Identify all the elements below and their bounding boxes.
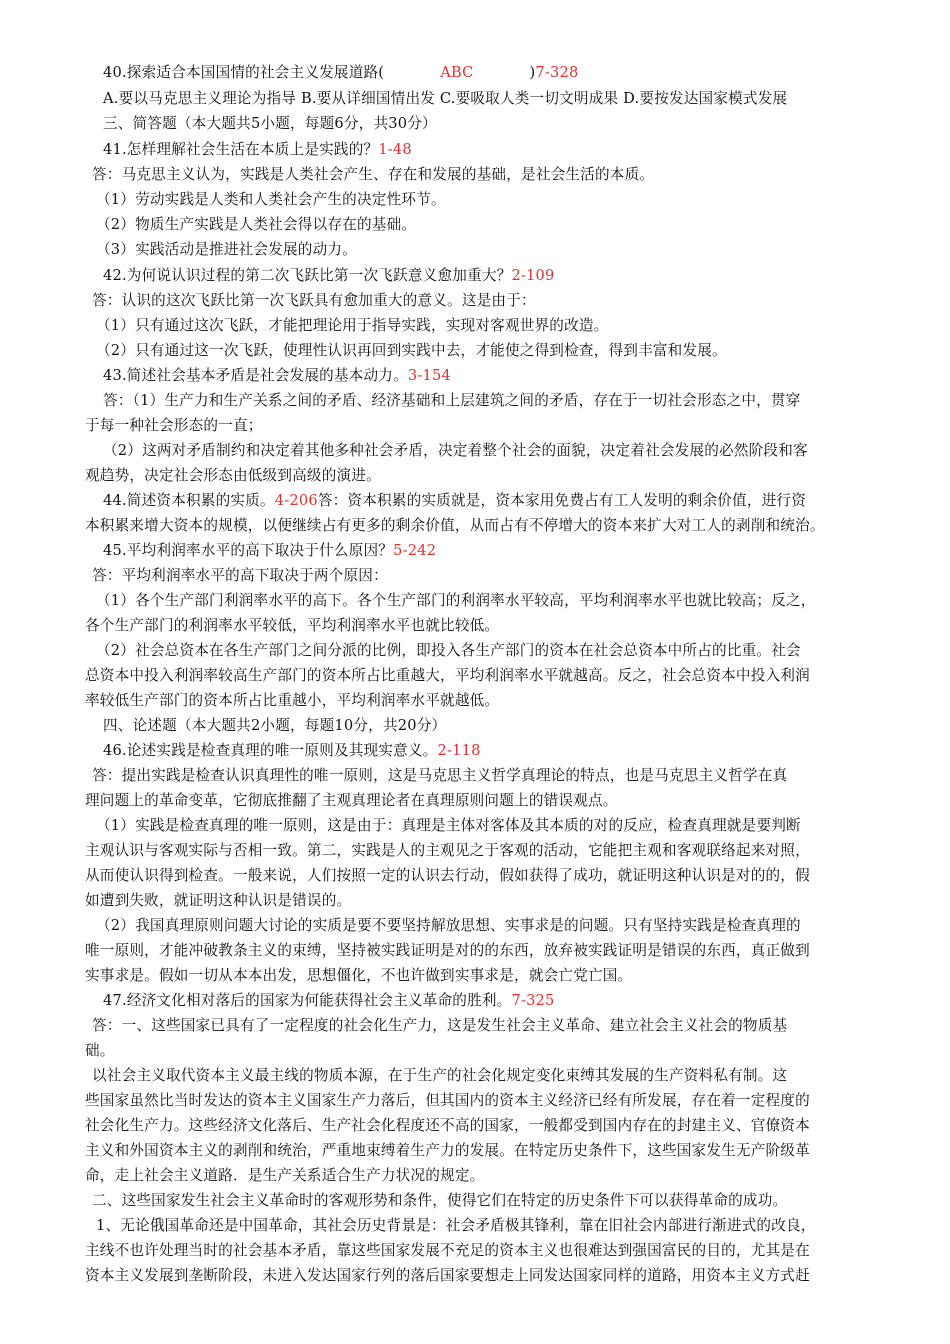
q46-intro-line1: 答：提出实践是检查认识真理性的唯一原则，这是马克思主义哲学真理论的特点，也是马克思主义哲学在真 (92, 767, 788, 784)
q47-d-line2: 主线不也许处理当时的社会基本矛盾，靠这些国家发展不充足的资本主义也很难达到强国富民的目的，尤其是在 (85, 1242, 810, 1259)
q46-p1-line3: 从而使认识得到检查。一般来说，人们按照一定的认识去行动，假如获得了成功，就证明这种认识是对的的，假 (85, 867, 810, 884)
q43-p1-line1: 答：（1）生产力和生产关系之间的矛盾、经济基础和上层建筑之间的矛盾，存在于一切社会形态之中，贯穿 (103, 392, 801, 409)
q46-title-text: 46.论述实践是检查真理的唯一原则及其现实意义。 (103, 742, 438, 759)
q45-title (103, 541, 436, 561)
q42-title (103, 266, 555, 286)
q45-p2-line3: 率较低生产部门的资本所占比重越小，平均利润率水平就越低。 (85, 692, 500, 709)
q40-stem-text: 40.探索适合本国国情的社会主义发展道路( (103, 64, 385, 81)
q47-a1-line1: 答：一、这些国家已具有了一定程度的社会化生产力，这是发生社会主义革命、建立社会主义社会的物质基 (92, 1017, 788, 1034)
q41-point-3: （3）实践活动是推进社会发展的动力。 (96, 241, 357, 258)
q41-point-2: （2）物质生产实践是人类社会得以存在的基础。 (96, 216, 417, 233)
q44-answer-line1: 答：资本积累的实质就是，资本家用免费占有工人发明的剩余价值，进行资 (317, 492, 807, 509)
q41-ref: 1-48 (378, 141, 412, 158)
q47-title (103, 991, 555, 1011)
section4-title: 四、论述题（本大题共2小题，每题10分，共20分） (103, 717, 447, 734)
q40-answer: ABC (440, 64, 474, 81)
q46-intro-line2: 理问题上的革命变革，它彻底推翻了主观真理论者在真理原则问题上的错误观点。 (85, 792, 618, 809)
q46-p1-line1: （1）实践是检查真理的唯一原则，这是由于：真理是主体对客体及其本质的对的反应，检查真理就是要判断 (96, 817, 801, 834)
q45-p1-line1: （1）各个生产部门利润率水平的高下。各个生产部门的利润率水平较高，平均利润率水平也就比较高；反之， (96, 592, 816, 609)
q47-ref: 7-325 (511, 992, 555, 1009)
q40-close: ) (529, 64, 536, 81)
q44-title-text: 44.简述资本积累的实质。 (103, 492, 275, 509)
q46-p2-line2: 唯一原则，才能冲破教条主义的束缚，坚持被实践证明是对的的东西，放弃被实践证明是错误的东西，真正做到 (85, 942, 810, 959)
q46-ref: 2-118 (437, 742, 481, 759)
q46-p2-line3: 实事求是。假如一切从本本出发，思想僵化，不也许做到实事求是，就会亡党亡国。 (85, 967, 633, 984)
q40-stem (103, 63, 579, 83)
q47-title-text: 47.经济文化相对落后的国家为何能获得社会主义革命的胜利。 (103, 992, 512, 1009)
q45-title-text: 45.平均利润率水平的高下取决于什么原因？ (103, 542, 394, 559)
q41-title-text: 41.怎样理解社会生活在本质上是实践的？ (103, 141, 379, 158)
q43-p1-line2: 于每一种社会形态的一直； (85, 417, 263, 434)
q43-p2-line1: （2）这两对矛盾制约和决定着其他多种社会矛盾，决定着整个社会的面貌，决定着社会发展的必然阶段和客 (103, 442, 808, 459)
q43-title (103, 366, 451, 386)
q45-p1-line2: 各个生产部门的利润率水平较低，平均利润率水平也就比较低。 (85, 617, 500, 634)
q41-answer: 答：马克思主义认为，实践是人类社会产生、存在和发展的基础，是社会生活的本质。 (92, 166, 655, 183)
q42-ref: 2-109 (511, 267, 555, 284)
q47-d-line3: 资本主义发展到垄断阶段，未进入发达国家行列的落后国家要想走上同发达国家同样的道路，用资本主义方式赶 (85, 1267, 810, 1284)
q43-title-text: 43.简述社会基本矛盾是社会发展的基本动力。 (103, 367, 408, 384)
q47-b-line2: 些国家虽然比当时发达的资本主义国家生产力落后，但其国内的资本主义经济已经有所发展，存在着一定程度的 (85, 1092, 810, 1109)
q47-d-line1: 1、无论俄国革命还是中国革命，其社会历史背景是：社会矛盾极其锋利，靠在旧社会内部进行渐进式的改良， (96, 1217, 816, 1234)
q42-point-2: （2）只有通过这一次飞跃，使理性认识再回到实践中去，才能使之得到检查，得到丰富和发展。 (96, 342, 727, 359)
q42-point-1: （1）只有通过这次飞跃，才能把理论用于指导实践，实现对客观世界的改造。 (96, 317, 609, 334)
q43-ref: 3-154 (407, 367, 451, 384)
q40-ref: 7-328 (535, 64, 579, 81)
q42-title-text: 42.为何说认识过程的第二次飞跃比第一次飞跃意义愈加重大？ (103, 267, 512, 284)
q47-a1-line2: 础。 (85, 1042, 115, 1059)
q45-answer: 答：平均利润率水平的高下取决于两个原因： (92, 567, 388, 584)
q45-p2-line1: （2）社会总资本在各生产部门之间分派的比例，即投入各生产部门的资本在社会总资本中所占的比重。社会 (96, 642, 801, 659)
q47-b-line5: 命，走上社会主义道路．是生产关系适合生产力状况的规定。 (85, 1167, 485, 1184)
q46-p1-line4: 如遭到失败，就证明这种认识是错误的。 (85, 892, 352, 909)
q41-point-1: （1）劳动实践是人类和人类社会产生的决定性环节。 (96, 191, 446, 208)
q43-p2-line2: 观趋势，决定社会形态由低级到高级的演进。 (85, 467, 381, 484)
q41-title (103, 140, 412, 160)
q44-answer-line2: 本积累来增大资本的规模，以便继续占有更多的剩余价值，从而占有不停增大的资本来扩大对工人的剥削和统治。 (85, 517, 825, 534)
q44-line1 (103, 491, 806, 511)
q45-p2-line2: 总资本中投入利润率较高生产部门的资本所占比重越大，平均利润率水平就越高。反之，社会总资本中投入利润 (85, 667, 810, 684)
q46-p1-line2: 主观认识与客观实际与否相一致。第二，实践是人的主观见之于客观的活动，它能把主观和客观联络起来对照， (85, 842, 810, 859)
q45-ref: 5-242 (393, 542, 437, 559)
section3-title: 三、简答题（本大题共5小题，每题6分，共30分） (103, 115, 437, 132)
q42-answer: 答：认识的这次飞跃比第一次飞跃具有愈加重大的意义。这是由于： (92, 292, 536, 309)
q46-p2-line1: （2）我国真理原则问题大讨论的实质是要不要坚持解放思想、实事求是的问题。只有坚持实践是检查真理的 (96, 917, 801, 934)
q46-title (103, 741, 481, 761)
q47-b-line4: 主义和外国资本主义的剥削和统治，严重地束缚着生产力的发展。在特定历史条件下，这些国家发生无产阶级革 (85, 1142, 810, 1159)
q47-b-line1: 以社会主义取代资本主义最主线的物质本源，在于生产的社会化规定变化束缚其发展的生产资料私有制。这 (92, 1067, 788, 1084)
q44-ref: 4-206 (274, 492, 318, 509)
q47-b-line3: 社会化生产力。这些经济文化落后、生产社会化程度还不高的国家，一般都受到国内存在的封建主义、官僚资本 (85, 1117, 810, 1134)
q40-options: A.要以马克思主义理论为指导 B.要从详细国情出发 C.要吸取人类一切文明成果 D.要按发达国家模式发展 (103, 90, 788, 107)
q47-c-line1: 二、这些国家发生社会主义革命时的客观形势和条件，使得它们在特定的历史条件下可以获得革命的成功。 (92, 1192, 788, 1209)
